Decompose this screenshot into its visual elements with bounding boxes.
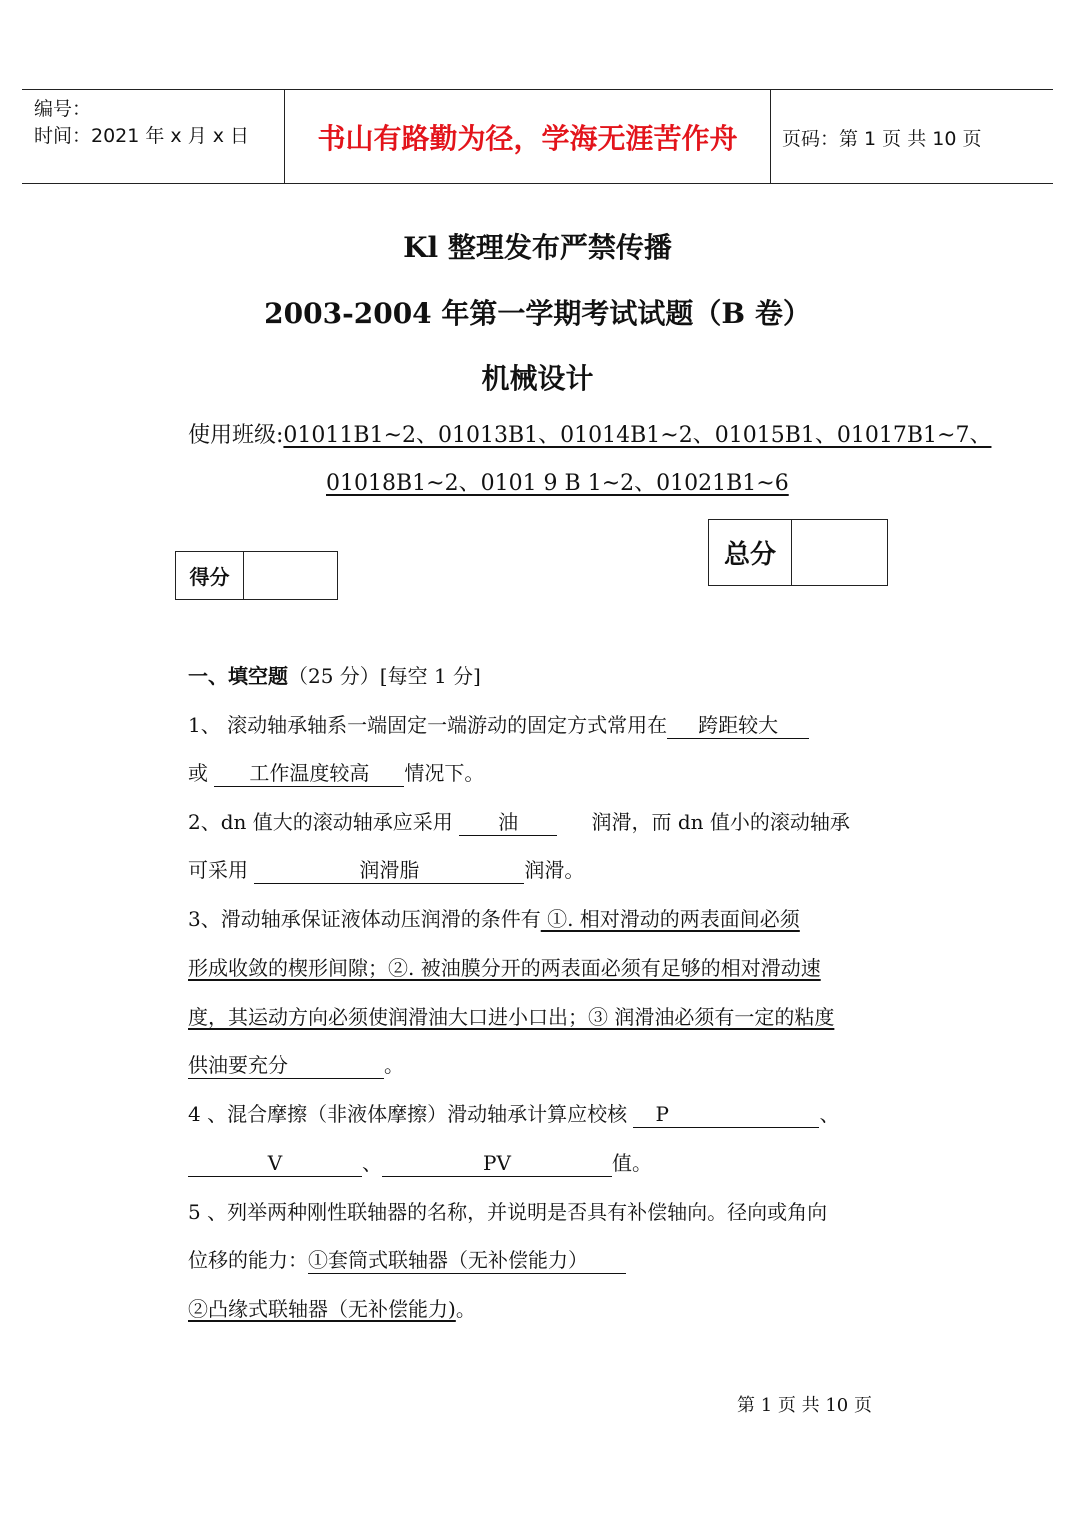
q4-answer-1 xyxy=(633,1101,819,1128)
q1-suffix: 情况下。 xyxy=(404,761,485,785)
doc-title-2: 2003-2004 年第一学期考试试题（B 卷） xyxy=(264,297,811,330)
classes-values-1: 01011B1~2、01013B1、01014B1~2、01015B1、01017B1~7、 xyxy=(283,423,992,448)
classes-line-2 xyxy=(326,466,789,497)
q2-line2-prefix: 可采用 xyxy=(188,858,248,882)
classes-values-2: 01018B1~2、0101 9 B 1~2、01021B1~6 xyxy=(326,471,789,496)
q1-line-1 xyxy=(188,709,809,739)
q3-line-2 xyxy=(188,952,821,981)
number-label: 编号： xyxy=(34,98,92,120)
q5-answer-1: ①套筒式联轴器（无补偿能力） xyxy=(308,1247,626,1274)
classes-label: 使用班级: xyxy=(188,423,284,448)
q4-sep-2: 、 xyxy=(362,1151,382,1175)
q5-suffix: 。 xyxy=(455,1297,476,1321)
q1-answer-1: 跨距较大 xyxy=(667,712,809,739)
q4-sep-1: 、 xyxy=(819,1102,840,1126)
q3-answer-line-4: 供油要充分 xyxy=(188,1052,384,1079)
doc-title-1: Kl 整理发布严禁传播 xyxy=(403,231,672,264)
total-score-box xyxy=(708,519,888,586)
q3-answer-line-3: 度，其运动方向必须使润滑油大口进小口出；③ 润滑油必须有一定的粘度 xyxy=(188,1005,835,1029)
q2-mid: 润滑，而 dn 值小的滚动轴承 xyxy=(591,810,850,834)
q1-line-2 xyxy=(188,757,484,787)
classes-line-1 xyxy=(188,418,991,449)
q1-answer-2: 工作温度较高 xyxy=(214,760,404,787)
time-label: 时间：2021 年 x 月 x 日 xyxy=(34,125,250,147)
page-header xyxy=(22,89,1053,184)
page-info: 页码：第 1 页 共 10 页 xyxy=(782,128,982,150)
q5-line2-prefix: 位移的能力： xyxy=(188,1248,308,1272)
q2-line-2 xyxy=(188,854,584,884)
section-heading xyxy=(188,660,481,689)
total-score-label: 总分 xyxy=(709,520,792,585)
q5-line-1: 5 、列举两种刚性联轴器的名称，并说明是否具有补偿轴向。径向或角向 xyxy=(188,1200,828,1224)
section-title: 一、填空题 xyxy=(188,664,288,688)
q3-line-1 xyxy=(188,903,800,932)
q3-line-3 xyxy=(188,1001,834,1030)
motto: 书山有路勤为径，学海无涯苦作舟 xyxy=(285,90,771,183)
q3-line-4 xyxy=(188,1049,404,1079)
q1-prefix: 1、 滚动轴承轴系一端固定一端游动的固定方式常用在 xyxy=(188,713,668,737)
section-note: （25 分）[每空 1 分] xyxy=(288,664,481,688)
header-meta-cell xyxy=(22,90,285,183)
q2-answer-1: 油 xyxy=(459,809,557,836)
q4-suffix: 值。 xyxy=(612,1151,652,1175)
q3-prefix: 3、滑动轴承保证液体动压润滑的条件有 xyxy=(188,907,541,931)
q4-answer-3: PV xyxy=(382,1150,612,1177)
q5-line-2 xyxy=(188,1244,626,1274)
q1-or: 或 xyxy=(188,761,208,785)
q2-answer-2: 润滑脂 xyxy=(254,857,524,884)
q5-line-3 xyxy=(188,1293,476,1322)
q4-answer-1-text: P xyxy=(655,1102,669,1126)
q2-prefix: 2、dn 值大的滚动轴承应采用 xyxy=(188,810,453,834)
q4-answer-2: V xyxy=(188,1150,362,1177)
q5-answer-2: ②凸缘式联轴器（无补偿能力) xyxy=(188,1297,456,1321)
q2-line-1 xyxy=(188,806,850,836)
score-box xyxy=(175,551,338,600)
page-footer: 第 1 页 共 10 页 xyxy=(737,1395,872,1416)
q4-line-1 xyxy=(188,1098,839,1128)
q4-line-2 xyxy=(188,1147,652,1177)
doc-title-3: 机械设计 xyxy=(481,362,594,395)
q3-answer-line-2: 形成收敛的楔形间隙；②. 被油膜分开的两表面必须有足够的相对滑动速 xyxy=(188,956,821,980)
score-label: 得分 xyxy=(176,552,244,599)
q4-prefix: 4 、混合摩擦（非液体摩擦）滑动轴承计算应校核 xyxy=(188,1102,628,1126)
q3-answer-line-1: ①. 相对滑动的两表面间必须 xyxy=(540,907,800,931)
q2-suffix: 润滑。 xyxy=(524,858,585,882)
q3-suffix: 。 xyxy=(384,1053,404,1077)
